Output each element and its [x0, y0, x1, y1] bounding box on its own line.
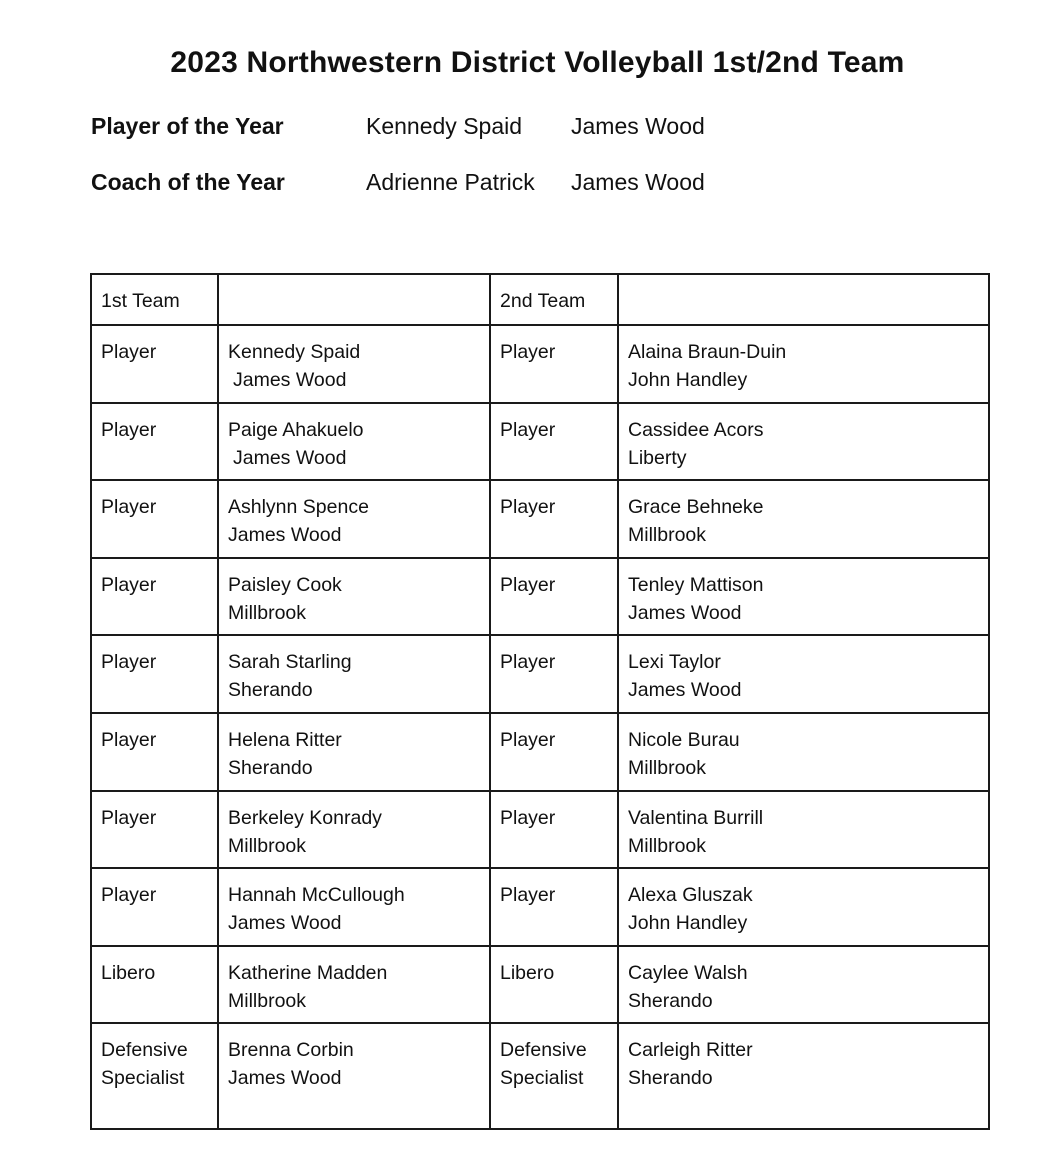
position-cell [490, 325, 618, 403]
position-label: Player [500, 418, 556, 441]
position-cell [490, 791, 618, 869]
position-label: Player [500, 341, 556, 363]
position-cell [490, 713, 618, 791]
player-name: Nicole Burau [628, 728, 740, 751]
player-cell [618, 713, 989, 791]
position-label: Player [101, 496, 157, 519]
player-name: Berkeley Konrady [228, 806, 382, 829]
award-label: Coach of the Year [91, 169, 285, 195]
player-cell [618, 791, 989, 869]
player-cell [618, 635, 989, 713]
position-label: Specialist [500, 1067, 584, 1090]
player-name: Ashlynn Spence [228, 496, 369, 519]
player-name: Caylee Walsh [628, 961, 748, 984]
player-name: Kennedy Spaid [228, 341, 361, 363]
award-label: Player of the Year [91, 113, 284, 139]
position-label: Player [101, 806, 157, 829]
position-label: Player [101, 341, 157, 363]
player-name: Paisley Cook [228, 573, 342, 596]
player-cell [618, 325, 989, 403]
player-school: Millbrook [228, 834, 307, 857]
player-school: James Wood [628, 601, 742, 624]
table-body [91, 274, 989, 1129]
position-label: Player [500, 884, 556, 907]
table-row [91, 403, 989, 481]
table-header-row [91, 274, 989, 325]
player-cell [618, 480, 989, 558]
player-name: Alaina Braun-Duin [628, 341, 787, 363]
position-label: Player [500, 806, 556, 829]
position-label: Player [101, 418, 157, 441]
page-title: 2023 Northwestern District Volleyball 1st/2nd Team [170, 46, 905, 79]
position-cell [490, 635, 618, 713]
table-row [91, 791, 989, 869]
position-cell [490, 480, 618, 558]
player-name: Tenley Mattison [628, 573, 764, 596]
player-school: Millbrook [228, 601, 307, 624]
position-label: Player [500, 728, 556, 751]
position-label: Defensive [500, 1039, 587, 1062]
player-name: Hannah McCullough [228, 884, 405, 907]
position-cell [91, 403, 218, 481]
header-blank [618, 274, 989, 325]
position-label: Player [101, 728, 157, 751]
award-winner-name: Kennedy Spaid [366, 113, 523, 139]
position-cell [91, 946, 218, 1024]
all-district-table [90, 273, 990, 1130]
table-row [91, 480, 989, 558]
position-label: Player [500, 651, 556, 674]
player-cell [618, 868, 989, 946]
player-school: Millbrook [628, 756, 707, 779]
player-cell [618, 403, 989, 481]
header-blank [218, 274, 490, 325]
player-name: Lexi Taylor [628, 651, 721, 674]
player-school: John Handley [628, 912, 748, 935]
position-label: Player [500, 573, 556, 596]
player-school: James Wood [233, 369, 347, 391]
player-cell [618, 946, 989, 1024]
position-cell [91, 635, 218, 713]
position-cell [91, 791, 218, 869]
player-cell [218, 325, 490, 403]
position-cell [490, 868, 618, 946]
table-row [91, 635, 989, 713]
position-cell [91, 1023, 218, 1129]
position-cell [91, 713, 218, 791]
player-school: Liberty [628, 446, 687, 469]
player-name: Carleigh Ritter [628, 1039, 753, 1062]
player-cell [218, 558, 490, 636]
table-row [91, 558, 989, 636]
player-name: Helena Ritter [228, 728, 342, 751]
player-cell [218, 713, 490, 791]
position-label: Libero [101, 961, 156, 984]
player-school: James Wood [228, 912, 342, 935]
player-cell [618, 1023, 989, 1129]
position-label: Player [101, 573, 157, 596]
header-first-team: 1st Team [91, 274, 218, 325]
player-school: Millbrook [228, 989, 307, 1012]
player-school: Sherando [228, 679, 313, 702]
player-school: James Wood [228, 524, 342, 547]
position-cell [490, 403, 618, 481]
position-cell [490, 558, 618, 636]
player-school: Millbrook [628, 834, 707, 857]
player-name: Paige Ahakuelo [228, 418, 364, 441]
table-row [91, 325, 989, 403]
position-label: Specialist [101, 1067, 185, 1090]
player-name: Sarah Starling [228, 651, 352, 674]
position-label: Player [101, 651, 157, 674]
player-school: Sherando [228, 756, 313, 779]
player-school: Sherando [628, 1067, 713, 1090]
table-row [91, 946, 989, 1024]
player-cell [218, 480, 490, 558]
player-cell [618, 558, 989, 636]
player-cell [218, 868, 490, 946]
player-cell [218, 946, 490, 1024]
player-name: Grace Behneke [628, 496, 764, 519]
position-label: Libero [500, 961, 555, 984]
player-cell [218, 791, 490, 869]
player-name: Alexa Gluszak [628, 884, 753, 907]
player-school: John Handley [628, 369, 748, 391]
award-winner-school: James Wood [571, 169, 705, 195]
player-school: James Wood [628, 679, 742, 702]
award-winner-school: James Wood [571, 113, 705, 139]
position-cell [490, 1023, 618, 1129]
position-cell [91, 868, 218, 946]
position-cell [490, 946, 618, 1024]
player-school: James Wood [228, 1067, 342, 1090]
table-row [91, 713, 989, 791]
player-school: Sherando [628, 989, 713, 1012]
player-name: Cassidee Acors [628, 418, 764, 441]
table-row [91, 868, 989, 946]
player-name: Valentina Burrill [628, 806, 764, 829]
header-second-team: 2nd Team [490, 274, 618, 325]
player-cell [218, 635, 490, 713]
table-row [91, 1023, 989, 1129]
position-label: Defensive [101, 1039, 188, 1062]
player-name: Brenna Corbin [228, 1039, 354, 1062]
player-school: Millbrook [628, 524, 707, 547]
player-school: James Wood [233, 446, 347, 469]
player-cell [218, 403, 490, 481]
position-cell [91, 325, 218, 403]
award-winner-name: Adrienne Patrick [366, 169, 535, 195]
position-label: Player [101, 884, 157, 907]
position-label: Player [500, 496, 556, 519]
player-name: Katherine Madden [228, 961, 388, 984]
position-cell [91, 480, 218, 558]
player-cell [218, 1023, 490, 1129]
position-cell [91, 558, 218, 636]
